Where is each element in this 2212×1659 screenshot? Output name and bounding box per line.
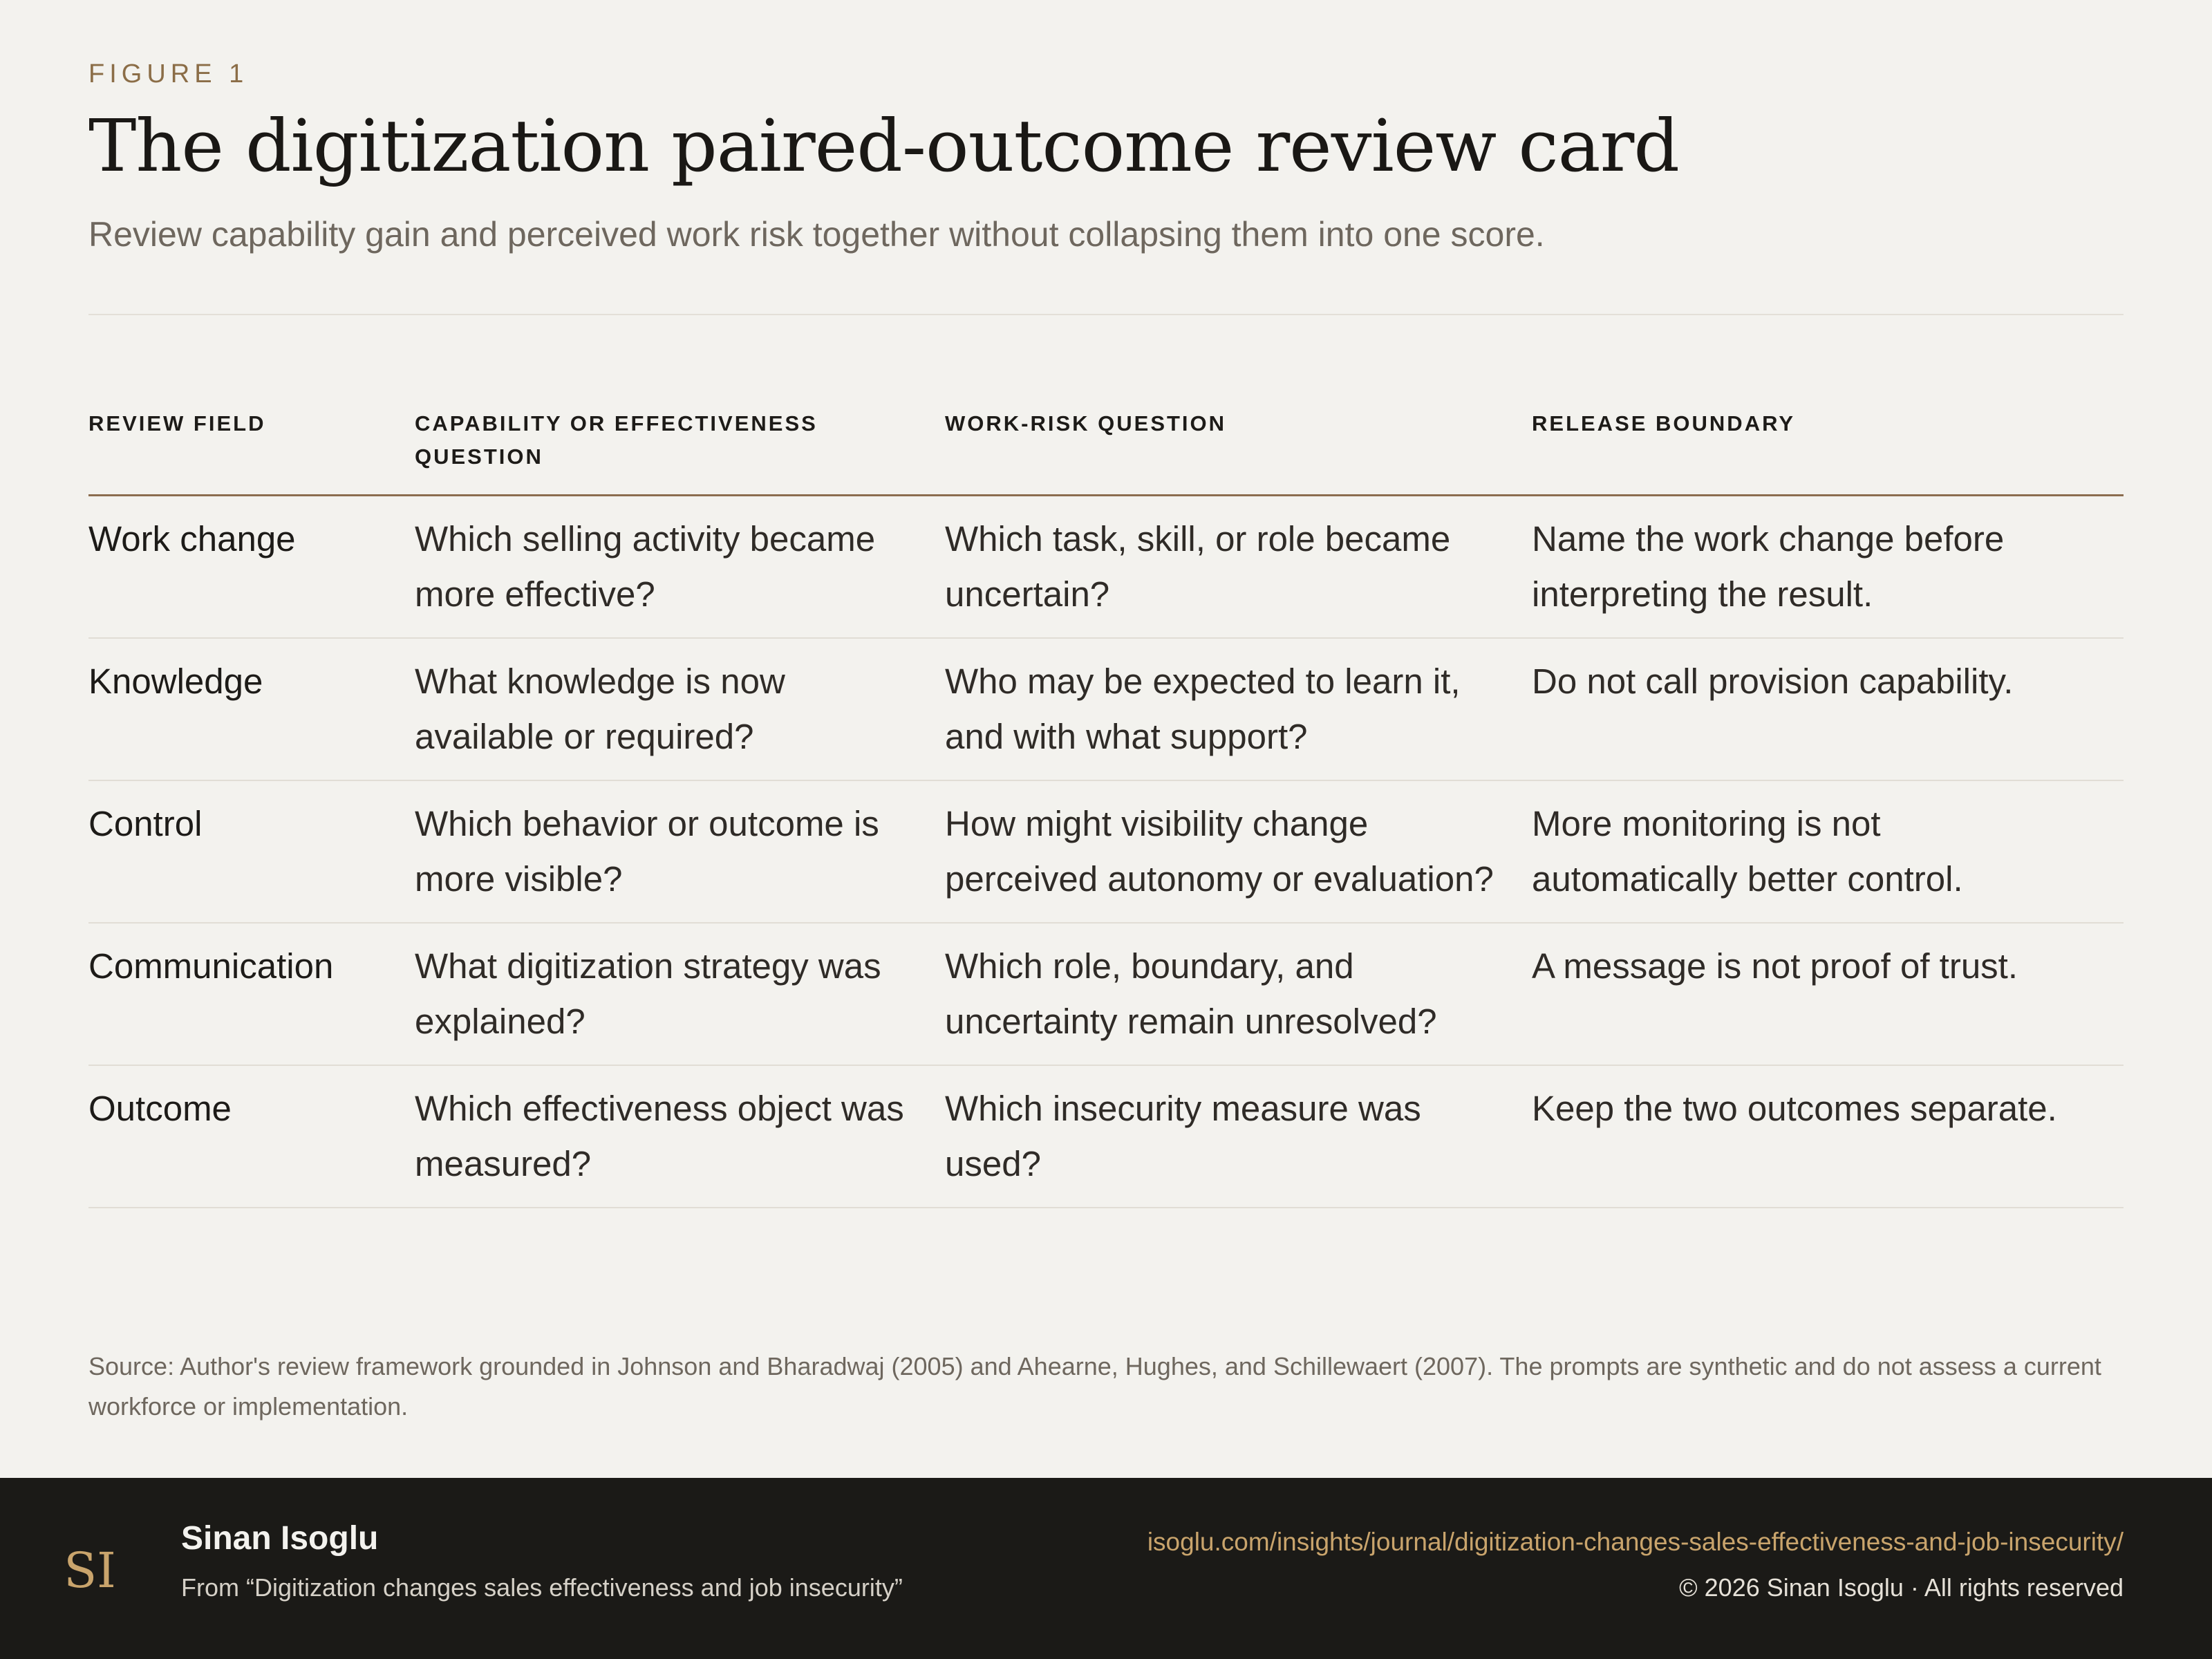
work-risk-question-cell: Who may be expected to learn it, and with what support? (945, 638, 1532, 780)
release-boundary-cell: Keep the two outcomes separate. (1532, 1065, 2124, 1208)
table-row (88, 496, 2124, 639)
source-note: Source: Author's review framework grounded in Johnson and Bharadwaj (2005) and Ahearne, Hughes, and Schillewaert (2007). The prompts are synthetic and do not assess a current workforce or implementation. (88, 1352, 2101, 1421)
table-header-row (88, 397, 2124, 496)
capability-question-cell: What digitization strategy was explained? (415, 923, 945, 1065)
table-row (88, 638, 2124, 780)
footer (0, 1478, 2212, 1659)
work-risk-question-cell: How might visibility change perceived autonomy or evaluation? (945, 780, 1532, 923)
capability-question-cell: Which selling activity became more effective? (415, 496, 945, 639)
work-risk-question-cell: Which role, boundary, and uncertainty remain unresolved? (945, 923, 1532, 1065)
logo-letters: SI (64, 1542, 116, 1599)
capability-question-cell: Which behavior or outcome is more visible? (415, 780, 945, 923)
table-row (88, 780, 2124, 923)
copyright-notice: © 2026 Sinan Isoglu · All rights reserved (1679, 1573, 2124, 1602)
work-risk-question-cell: Which insecurity measure was used? (945, 1065, 1532, 1208)
review-field-cell: Work change (88, 496, 415, 639)
release-boundary-cell: Do not call provision capability. (1532, 638, 2124, 780)
column-header-capability-question: CAPABILITY OR EFFECTIVENESS QUESTION (415, 397, 945, 496)
review-field-cell: Control (88, 780, 415, 923)
author-name: Sinan Isoglu (181, 1520, 379, 1557)
page-subtitle: Review capability gain and perceived work risk together without collapsing them into one score. (88, 215, 1545, 254)
release-boundary-cell: A message is not proof of trust. (1532, 923, 2124, 1065)
capability-question-cell: Which effectiveness object was measured? (415, 1065, 945, 1208)
monogram-logo-icon (62, 1539, 118, 1601)
table-row (88, 923, 2124, 1065)
review-field-cell: Communication (88, 923, 415, 1065)
release-boundary-cell: More monitoring is not automatically better control. (1532, 780, 2124, 923)
review-field-cell: Knowledge (88, 638, 415, 780)
work-risk-question-cell: Which task, skill, or role became uncertain? (945, 496, 1532, 639)
divider (88, 314, 2124, 315)
column-header-release-boundary: RELEASE BOUNDARY (1532, 397, 2124, 496)
review-table (88, 397, 2124, 1208)
article-link[interactable]: isoglu.com/insights/journal/digitization-changes-sales-effectiveness-and-job-insecurity/ (1147, 1528, 2124, 1556)
page-title: The digitization paired-outcome review card (88, 104, 1679, 188)
table-row (88, 1065, 2124, 1208)
release-boundary-cell: Name the work change before interpreting the result. (1532, 496, 2124, 639)
article-reference: From “Digitization changes sales effectiveness and job insecurity” (181, 1573, 903, 1602)
column-header-review-field: REVIEW FIELD (88, 397, 415, 496)
review-field-cell: Outcome (88, 1065, 415, 1208)
capability-question-cell: What knowledge is now available or required? (415, 638, 945, 780)
column-header-work-risk-question: WORK-RISK QUESTION (945, 397, 1532, 496)
figure-label: FIGURE 1 (88, 59, 249, 88)
